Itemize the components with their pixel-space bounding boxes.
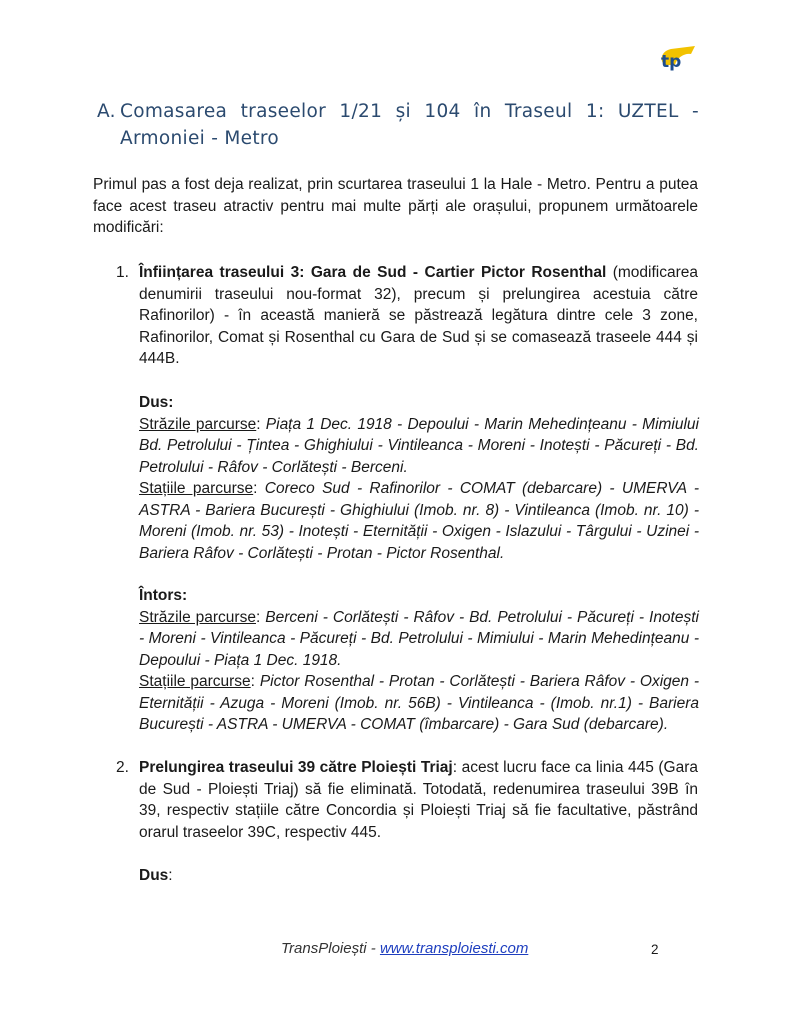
intors-block bbox=[139, 585, 699, 736]
intro-paragraph: Primul pas a fost deja realizat, prin scurtarea traseului 1 la Hale - Metro. Pentru a putea face acest traseu atractiv pentru mai multe părți ale orașului, propunem următoarele modificări: bbox=[93, 176, 698, 236]
footer-site-name: TransPloiești bbox=[281, 940, 367, 957]
dus-block-2 bbox=[139, 865, 699, 887]
dus-stations: Stațiile parcurse: Coreco Sud - Rafinorilor - COMAT (debarcare) - UMERVA - ASTRA - Bariera București - Ghighiului (Imob. nr. 8) - Vintileanca (Imob. nr. 10) - Moreni (Imob. nr. 53) - Inotești - Eternității - Oxigen - Islazului - Târgului - Uzinei - Bariera Râfov - Corlătești - Protan - Pictor Rosenthal. bbox=[139, 480, 699, 562]
list-item-2 bbox=[116, 757, 698, 843]
transploiesti-logo-icon bbox=[655, 43, 699, 73]
intors-stations: Stațiile parcurse: Pictor Rosenthal - Protan - Corlătești - Bariera Râfov - Oxigen - Eternității - Azuga - Moreni (Imob. nr. 56B) - Vintileanca - (Imob. nr.1) - Bariera București - ASTRA - UMERVA - COMAT (îmbarcare) - Gara Sud (debarcare). bbox=[139, 673, 699, 733]
streets-label: Străzile parcurse bbox=[139, 608, 256, 626]
svg-text:tp: tp bbox=[661, 52, 682, 72]
stations-list: Coreco Sud - Rafinorilor - COMAT (debarcare) - UMERVA - ASTRA - Bariera București - Ghighiului (Imob. nr. 8) - Vintileanca (Imob. nr. 10) - Moreni (Imob. nr. 53) - Inotești - Eternității - Oxigen - Islazului - Târgului - Uzinei - Bariera Râfov - Corlătești - Protan - Pictor Rosenthal. bbox=[139, 480, 699, 562]
dus-colon: : bbox=[168, 867, 173, 884]
stations-label: Stațiile parcurse bbox=[139, 673, 251, 690]
intors-streets: Străzile parcurse: Berceni - Corlătești - Râfov - Bd. Petrolului - Păcureți - Inotești - Moreni - Vintileanca - Păcureți - Bd. Petrolului - Mimiului - Marin Mehedințeanu - Depoului - Piața 1 Dec. 1918. bbox=[139, 608, 699, 669]
streets-list: Berceni - Corlătești - Râfov - Bd. Petrolului - Păcureți - Inotești - Moreni - Vintileanca - Păcureți - Bd. Petrolului - Mimiului - Marin Mehedințeanu - Depoului - Piața 1 Dec. 1918. bbox=[139, 608, 699, 669]
footer-website-link[interactable]: www.transploiesti.com bbox=[379, 940, 529, 957]
section-heading bbox=[97, 98, 699, 152]
streets-label: Străzile parcurse bbox=[139, 415, 257, 433]
dus-heading: Dus: bbox=[139, 394, 174, 411]
section-heading-text: Comasarea traseelor 1/21 și 104 în Traseul 1: UZTEL - Armoniei - Metro bbox=[120, 101, 699, 149]
footer bbox=[281, 940, 528, 957]
item-title: Prelungirea traseului 39 către Ploiești Triaj bbox=[139, 759, 453, 776]
list-number: 2. bbox=[116, 759, 129, 776]
streets-list: Piața 1 Dec. 1918 - Depoului - Marin Mehedințeanu - Mimiului Bd. Petrolului - Țintea - Ghighiului - Vintileanca - Moreni - Inotești - Păcureți - Bd. Petrolului - Râfov - Corlătești - Berceni. bbox=[139, 415, 699, 476]
stations-label: Stațiile parcurse bbox=[139, 480, 254, 497]
footer-separator: - bbox=[366, 940, 380, 957]
dus-block bbox=[139, 392, 699, 564]
section-letter: A. bbox=[97, 101, 116, 122]
intors-heading: Întors: bbox=[139, 587, 188, 604]
item-title: Înființarea traseului 3: Gara de Sud - Cartier Pictor Rosenthal bbox=[139, 264, 607, 281]
list-number: 1. bbox=[116, 264, 129, 281]
page-number: 2 bbox=[651, 942, 659, 957]
item-text: : acest lucru face ca linia 445 (Gara de Sud - Ploiești Triaj) să fie eliminată. Totodată, redenumirea traseului 39B în 39, respectiv stațiile către Concordia și Ploiești Triaj să fie facultative, păstrând orarul traseelor 39C, respectiv 445. bbox=[139, 759, 698, 841]
item-text: (modificarea denumirii traseului nou-format 32), precum și prelungirea acestuia către Rafinorilor) - în această manieră se păstrează legătura dintre cele 3 zone, Rafinorilor, Comat și Rosenthal cu Gara de Sud și se comasează traseele 444 și 444B. bbox=[139, 264, 699, 367]
dus-streets: Străzile parcurse: Piața 1 Dec. 1918 - Depoului - Marin Mehedințeanu - Mimiului Bd. Petrolului - Țintea - Ghighiului - Vintileanca - Moreni - Inotești - Păcureți - Bd. Petrolului - Râfov - Corlătești - Berceni. bbox=[139, 415, 699, 476]
dus-heading: Dus bbox=[139, 867, 169, 884]
stations-list: Pictor Rosenthal - Protan - Corlătești - Bariera Râfov - Oxigen - Eternității - Azuga - Moreni (Imob. nr. 56B) - Vintileanca - (Imob. nr.1) - Bariera București - ASTRA - UMERVA - COMAT (îmbarcare) - Gara Sud (debarcare). bbox=[139, 673, 699, 733]
list-item-1 bbox=[116, 262, 698, 370]
